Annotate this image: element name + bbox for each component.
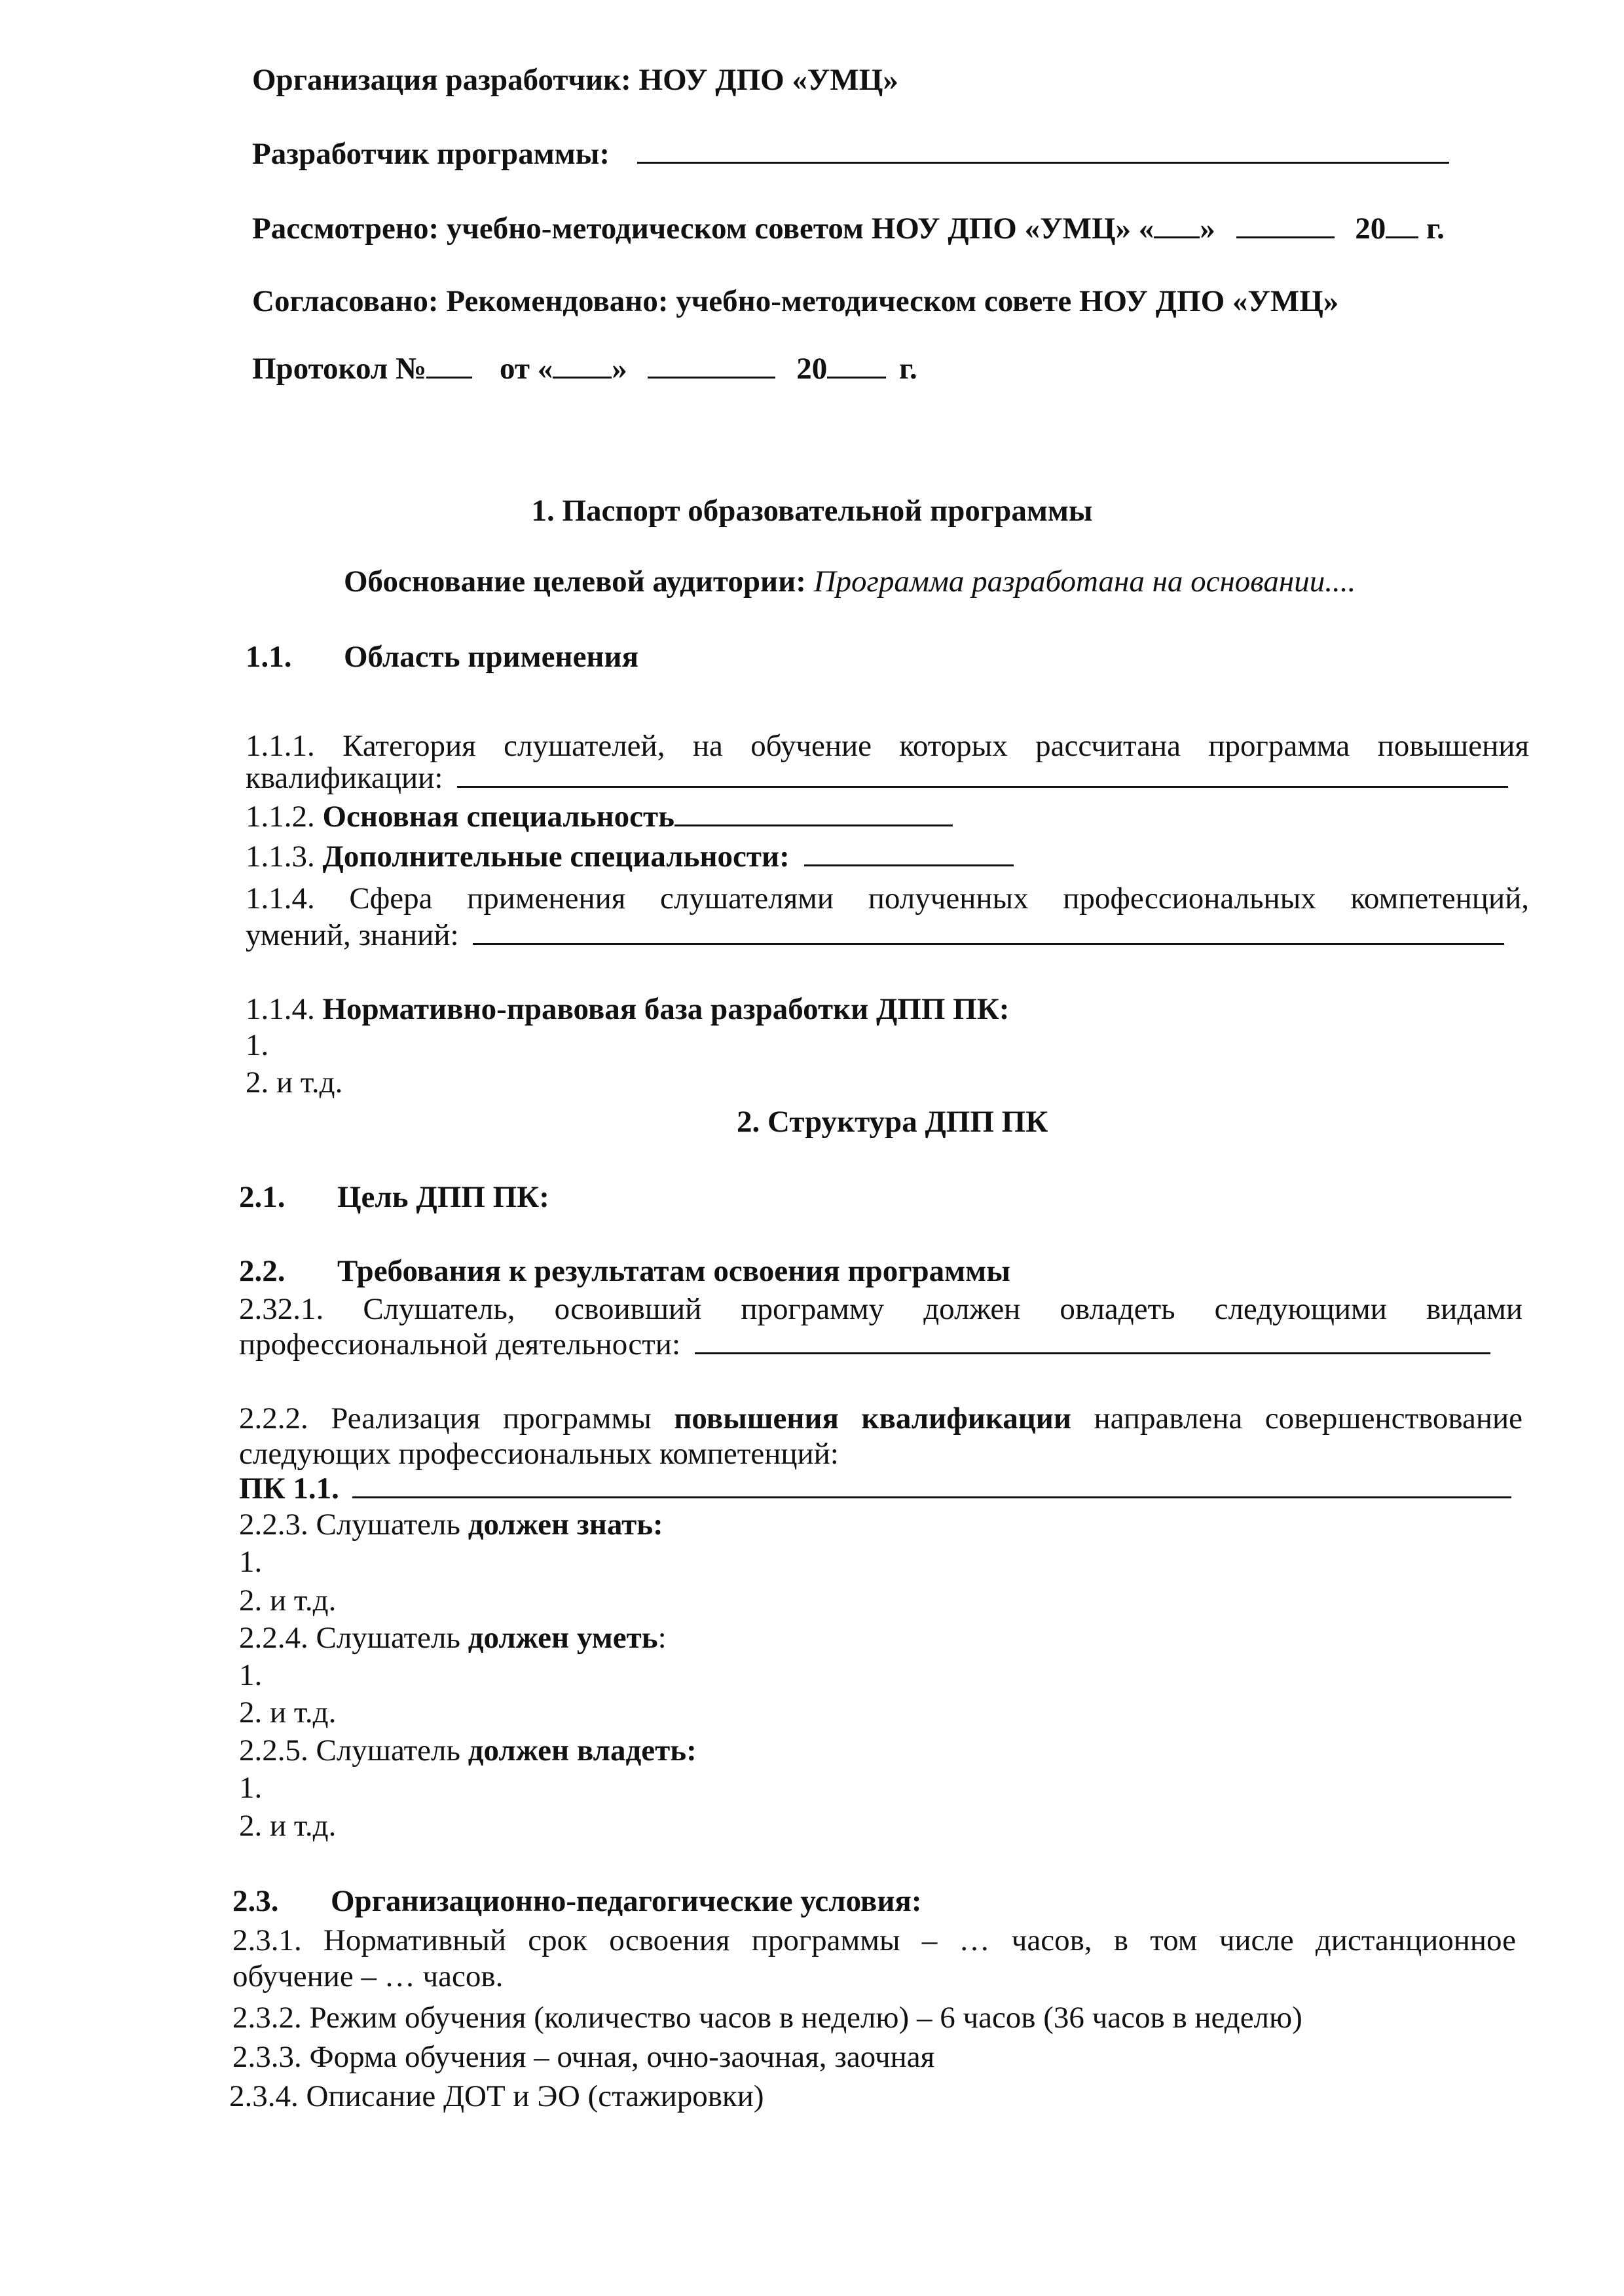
- protocol-month-blank: [648, 350, 775, 379]
- s234-num: 2.3.4.: [229, 2079, 299, 2113]
- s111-num: 1.1.1.: [246, 729, 315, 763]
- protocol-g: г.: [898, 352, 917, 386]
- reviewed-g: г.: [1426, 212, 1445, 246]
- s225-line: [239, 1732, 697, 1769]
- s222-bold: повышения квалификации: [674, 1401, 1071, 1435]
- s225-list-item-1: 1.: [239, 1771, 263, 1805]
- s23-heading: [232, 1883, 921, 1919]
- protocol-line: [252, 350, 917, 387]
- developer-label: Разработчик программы:: [252, 137, 610, 171]
- s111-line2: [246, 760, 1508, 796]
- reviewed-year-blank: [1386, 210, 1418, 238]
- agreed-text: Согласовано: Рекомендовано: учебно-методическом совете НОУ ДПО «УМЦ»: [252, 284, 1339, 318]
- reviewed-quote: »: [1200, 212, 1215, 246]
- s11-heading: [246, 639, 638, 675]
- pk-label: ПК 1.1.: [239, 1472, 339, 1506]
- s1-list-item-1: 1.: [246, 1028, 269, 1062]
- s111-line1: [246, 728, 1529, 764]
- s21-heading: [239, 1179, 549, 1215]
- s114-text: Сфера применения слушателями полученных профессиональных компетенций,: [349, 881, 1530, 916]
- s222-pre: Реализация программы: [331, 1401, 674, 1435]
- audience-label: Обоснование целевой аудитории:: [344, 565, 806, 599]
- s2321-blank: [695, 1326, 1490, 1354]
- s233-line: [232, 2039, 934, 2075]
- s21-num: 2.1.: [239, 1180, 286, 1214]
- pk-blank: [352, 1470, 1511, 1498]
- s231-num: 2.3.1.: [232, 1923, 302, 1957]
- s114b-line: [246, 991, 1009, 1028]
- s23-title: Организационно-педагогические условия:: [331, 1884, 922, 1918]
- s222-post: направлена совершенствование: [1071, 1401, 1522, 1435]
- s114b-num: 1.1.4.: [246, 992, 315, 1026]
- s234-text: Описание ДОТ и ЭО (стажировки): [306, 2079, 764, 2113]
- s113-line: [246, 838, 1014, 875]
- protocol-label: Протокол №: [252, 352, 427, 386]
- s223-line: [239, 1506, 663, 1543]
- reviewed-text: Рассмотрено: учебно-методическом советом НОУ ДПО «УМЦ» «: [252, 212, 1154, 246]
- s112-blank: [674, 798, 953, 826]
- s114-text2: умений, знаний:: [246, 918, 459, 952]
- s111-text: Категория слушателей, на обучение которых рассчитана программа повышения: [342, 729, 1529, 763]
- s222-line2: следующих профессиональных компетенций:: [239, 1437, 839, 1471]
- s231-line2: обучение – … часов.: [232, 1959, 504, 1993]
- s113-num: 1.1.3.: [246, 840, 315, 874]
- s114b-text: Нормативно-правовая база разработки ДПП ПК:: [322, 992, 1010, 1026]
- s231-text: Нормативный срок освоения программы – … часов, в том числе дистанционное: [323, 1923, 1516, 1957]
- s223-list-item-1: 1.: [239, 1545, 263, 1579]
- s225-num: 2.2.5.: [239, 1733, 308, 1768]
- reviewed-month-blank: [1236, 210, 1335, 238]
- s224-pre: Слушатель: [316, 1621, 468, 1655]
- org-label: Организация разработчик:: [252, 63, 631, 97]
- s111-text2: квалификации:: [246, 761, 443, 795]
- reviewed-day-blank: [1154, 210, 1200, 238]
- s232-text: Режим обучения (количество часов в неделю) – 6 часов (36 часов в неделю): [309, 2001, 1302, 2035]
- s2321-num: 2.32.1.: [239, 1292, 324, 1326]
- s2321-line2: [239, 1326, 1490, 1363]
- s224-num: 2.2.4.: [239, 1621, 308, 1655]
- protocol-quote: »: [612, 352, 627, 386]
- s114-num: 1.1.4.: [246, 881, 315, 916]
- org-value: НОУ ДПО «УМЦ»: [638, 63, 898, 97]
- s114-line1: [246, 880, 1529, 917]
- s21-title: Цель ДПП ПК:: [337, 1180, 549, 1214]
- s233-num: 2.3.3.: [232, 2040, 302, 2074]
- s111-blank: [457, 760, 1508, 788]
- section1-title: 1. Паспорт образовательной программы: [531, 494, 1093, 528]
- s223-pre: Слушатель: [316, 1508, 468, 1542]
- s11-num: 1.1.: [246, 640, 292, 674]
- s223-bold: должен знать:: [468, 1508, 663, 1542]
- protocol-from: от «: [499, 352, 553, 386]
- s11-title: Область применения: [344, 640, 639, 674]
- s114-blank: [473, 917, 1504, 945]
- s222-line1: [239, 1400, 1522, 1437]
- protocol-number-blank: [426, 350, 472, 379]
- audience-line: [344, 563, 1356, 600]
- s112-line: [246, 798, 953, 835]
- s225-bold: должен владеть:: [468, 1733, 697, 1768]
- s22-num: 2.2.: [239, 1254, 286, 1288]
- s22-title: Требования к результатам освоения программы: [337, 1254, 1010, 1288]
- s114-line2: [246, 917, 1504, 954]
- s224-bold: должен уметь: [468, 1621, 658, 1655]
- section2-title: 2. Структура ДПП ПК: [737, 1105, 1048, 1139]
- s225-pre: Слушатель: [316, 1733, 468, 1768]
- org-line: [252, 62, 898, 98]
- s112-num: 1.1.2.: [246, 800, 315, 834]
- s224-list-item-1: 1.: [239, 1658, 263, 1692]
- s22-heading: [239, 1253, 1010, 1289]
- s223-list-item-2: 2. и т.д.: [239, 1583, 337, 1618]
- s232-line: [232, 1999, 1302, 2036]
- s234-line: [229, 2078, 764, 2115]
- s113-blank: [804, 838, 1014, 866]
- s2321-text2: профессиональной деятельности:: [239, 1327, 680, 1361]
- s1-list-item-2: 2. и т.д.: [246, 1065, 343, 1100]
- s23-num: 2.3.: [232, 1884, 279, 1918]
- developer-blank: [637, 136, 1449, 164]
- s231-line1: [232, 1922, 1516, 1959]
- reviewed-year: 20: [1355, 212, 1386, 246]
- protocol-year: 20: [796, 352, 828, 386]
- s113-text: Дополнительные специальности:: [322, 840, 790, 874]
- s222-num: 2.2.2.: [239, 1401, 308, 1435]
- s232-num: 2.3.2.: [232, 2001, 302, 2035]
- s225-list-item-2: 2. и т.д.: [239, 1809, 337, 1843]
- s224-list-item-2: 2. и т.д.: [239, 1695, 337, 1730]
- audience-value: Программа разработана на основании....: [813, 565, 1356, 599]
- s223-num: 2.2.3.: [239, 1508, 308, 1542]
- agreed-line: [252, 283, 1338, 320]
- protocol-year-blank: [827, 350, 886, 379]
- protocol-day-blank: [553, 350, 612, 379]
- s224-post: :: [657, 1621, 667, 1655]
- developer-line: [252, 136, 1449, 172]
- s2321-line1: [239, 1291, 1522, 1327]
- s2321-text: Слушатель, освоивший программу должен овладеть следующими видами: [363, 1292, 1523, 1326]
- reviewed-line: [252, 210, 1445, 247]
- s233-text: Форма обучения – очная, очно-заочная, заочная: [309, 2040, 935, 2074]
- s112-text: Основная специальность: [322, 800, 674, 834]
- pk-line: [239, 1470, 1511, 1507]
- s224-line: [239, 1620, 667, 1656]
